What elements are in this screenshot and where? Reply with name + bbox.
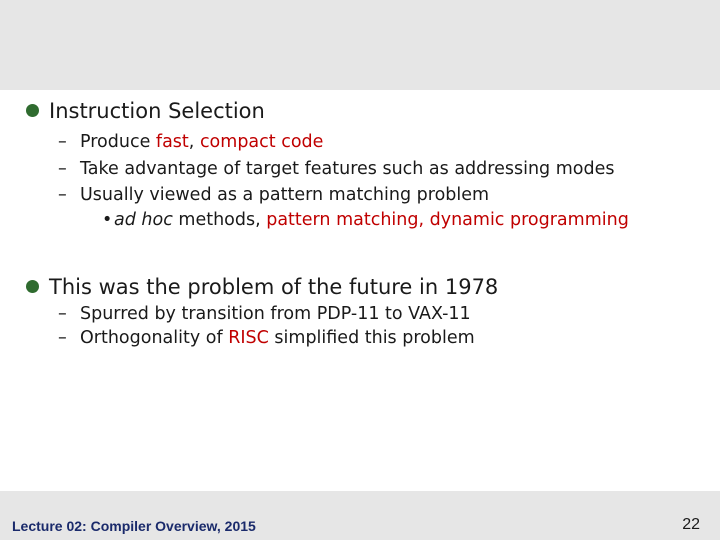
sub-item-text: , bbox=[188, 132, 200, 152]
subsub-item-methods bbox=[102, 209, 629, 231]
bullet-dot-icon bbox=[26, 104, 39, 117]
sub-item-orthogonality bbox=[58, 327, 475, 349]
bullet-problem-of-future bbox=[26, 274, 498, 300]
sub-item-pattern-matching bbox=[58, 184, 489, 206]
page-number: 22 bbox=[682, 516, 700, 533]
italic-ad-hoc: ad hoc bbox=[114, 210, 173, 230]
dash-icon: – bbox=[58, 132, 67, 152]
sub-item-text: Take advantage of target features such as addressing modes bbox=[80, 159, 615, 179]
bullet-label: Instruction Selection bbox=[49, 99, 265, 123]
small-bullet-icon: • bbox=[102, 210, 113, 230]
sub-item-spurred bbox=[58, 303, 471, 325]
sub-item-produce bbox=[58, 131, 323, 153]
sub-item-text: Orthogonality of bbox=[80, 328, 229, 348]
highlight-risc: RISC bbox=[228, 328, 269, 348]
subsub-text: methods, bbox=[172, 210, 267, 230]
sub-item-target-features bbox=[58, 158, 614, 180]
bullet-instruction-selection bbox=[26, 98, 265, 124]
highlight-fast: fast bbox=[155, 132, 189, 152]
bullet-label: This was the problem of the future in 1978 bbox=[49, 275, 499, 299]
dash-icon: – bbox=[58, 159, 67, 179]
highlight-compact-code: compact code bbox=[199, 132, 324, 152]
sub-item-text: Usually viewed as a pattern matching problem bbox=[80, 185, 490, 205]
sub-item-text: Produce bbox=[80, 132, 156, 152]
footer-lecture-title: Lecture 02: Compiler Overview, 2015 bbox=[12, 518, 256, 534]
highlight-techniques: pattern matching, dynamic programming bbox=[266, 210, 629, 230]
dash-icon: – bbox=[58, 185, 67, 205]
sub-item-text: simplified this problem bbox=[268, 328, 475, 348]
dash-icon: – bbox=[58, 304, 67, 324]
bullet-dot-icon bbox=[26, 280, 39, 293]
sub-item-text: Spurred by transition from PDP-11 to VAX-11 bbox=[80, 304, 471, 324]
dash-icon: – bbox=[58, 328, 67, 348]
